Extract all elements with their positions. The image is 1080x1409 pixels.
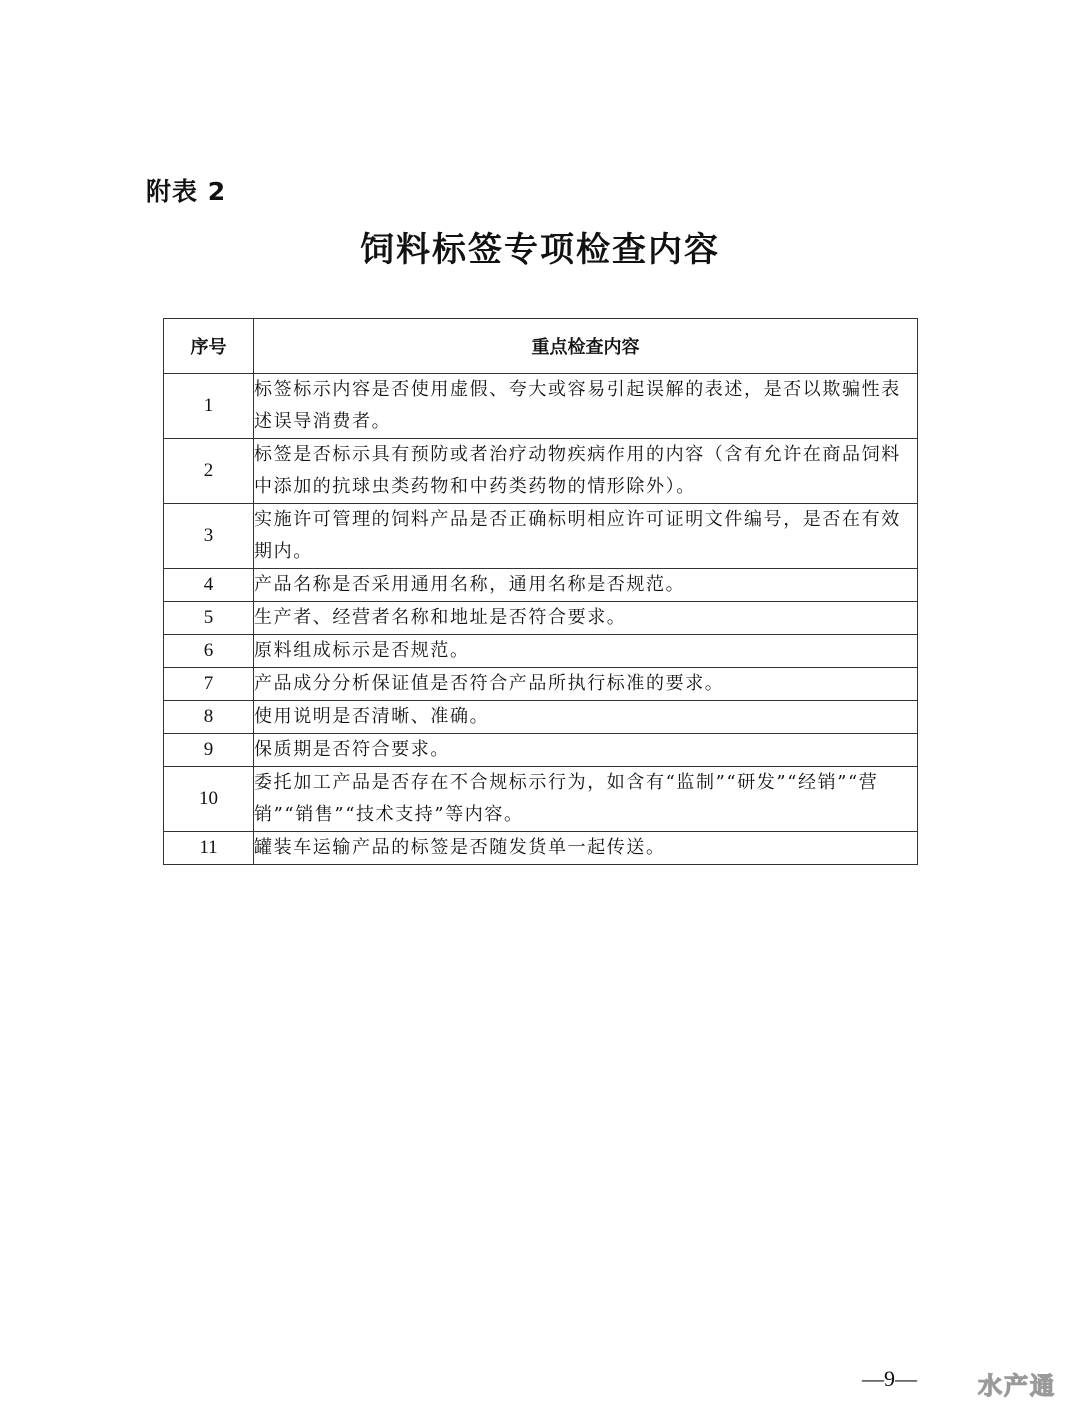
header-no: 序号 bbox=[164, 319, 254, 374]
row-content: 标签标示内容是否使用虚假、夸大或容易引起误解的表述，是否以欺骗性表述误导消费者。 bbox=[254, 374, 918, 439]
row-number: 7 bbox=[164, 668, 254, 701]
row-number: 5 bbox=[164, 602, 254, 635]
row-number: 3 bbox=[164, 504, 254, 569]
row-content: 罐装车运输产品的标签是否随发货单一起传送。 bbox=[254, 832, 918, 865]
row-content: 使用说明是否清晰、准确。 bbox=[254, 701, 918, 734]
watermark-logo: 水产通 bbox=[978, 1372, 1056, 1400]
row-number: 2 bbox=[164, 439, 254, 504]
table-row bbox=[164, 569, 918, 602]
table-row bbox=[164, 602, 918, 635]
row-content: 委托加工产品是否存在不合规标示行为，如含有“监制”“研发”“经销”“营销”“销售”“技术支持”等内容。 bbox=[254, 767, 918, 832]
header-content: 重点检查内容 bbox=[254, 319, 918, 374]
row-content: 保质期是否符合要求。 bbox=[254, 734, 918, 767]
row-content: 原料组成标示是否规范。 bbox=[254, 635, 918, 668]
table-row bbox=[164, 635, 918, 668]
table-row bbox=[164, 374, 918, 439]
row-content: 生产者、经营者名称和地址是否符合要求。 bbox=[254, 602, 918, 635]
row-number: 9 bbox=[164, 734, 254, 767]
table-header-row bbox=[164, 319, 918, 374]
row-content: 产品成分分析保证值是否符合产品所执行标准的要求。 bbox=[254, 668, 918, 701]
row-content: 实施许可管理的饲料产品是否正确标明相应许可证明文件编号，是否在有效期内。 bbox=[254, 504, 918, 569]
table-row bbox=[164, 668, 918, 701]
table-row bbox=[164, 832, 918, 865]
row-number: 1 bbox=[164, 374, 254, 439]
row-number: 11 bbox=[164, 832, 254, 865]
table-row bbox=[164, 701, 918, 734]
table-row bbox=[164, 504, 918, 569]
inspection-table bbox=[163, 318, 918, 865]
table-row bbox=[164, 734, 918, 767]
page-number: —9— bbox=[862, 1366, 917, 1391]
row-number: 6 bbox=[164, 635, 254, 668]
row-number: 4 bbox=[164, 569, 254, 602]
row-number: 10 bbox=[164, 767, 254, 832]
annex-label: 附表 2 bbox=[146, 177, 227, 206]
row-content: 标签是否标示具有预防或者治疗动物疾病作用的内容（含有允许在商品饲料中添加的抗球虫类药物和中药类药物的情形除外）。 bbox=[254, 439, 918, 504]
row-content: 产品名称是否采用通用名称，通用名称是否规范。 bbox=[254, 569, 918, 602]
row-number: 8 bbox=[164, 701, 254, 734]
page-title: 饲料标签专项检查内容 bbox=[360, 230, 720, 270]
table-row bbox=[164, 767, 918, 832]
table-row bbox=[164, 439, 918, 504]
